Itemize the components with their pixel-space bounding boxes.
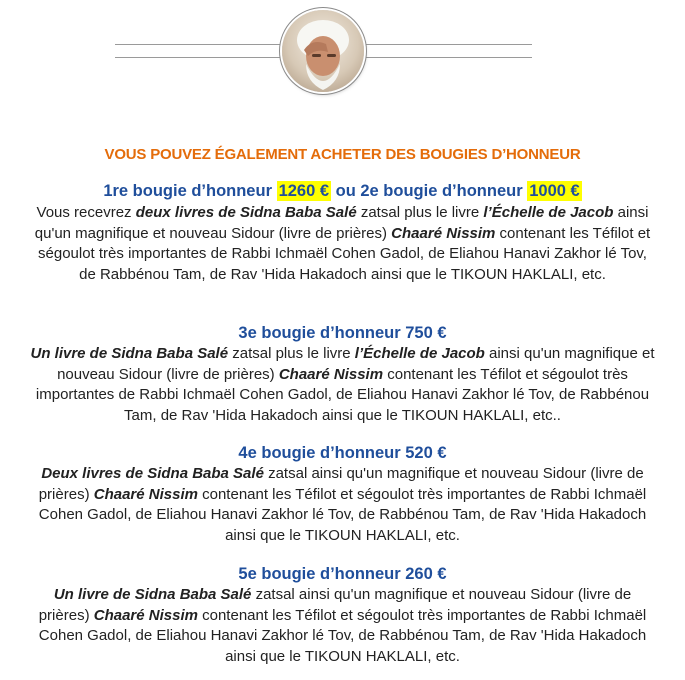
offer-title-text: ou 2e bougie d’honneur [331,182,528,200]
text: zatsal plus le livre [356,204,484,221]
text: zatsal plus le livre [228,345,355,362]
offer-title: 4e bougie d’honneur 520 € [238,444,447,462]
book-title: Chaaré Nissim [278,365,384,383]
book-title: l’Échelle de Jacob [483,204,614,221]
text: Vous recevrez [36,204,136,221]
divider-right-bottom [362,57,532,58]
offer-description [30,585,655,667]
offer-description [30,203,655,285]
book-title: Chaaré Nissim [93,485,198,503]
text: zatsal ainsi qu'un magnifique et nouveau Sidour (livre de prières) [38,465,644,503]
offer-title: 5e bougie d’honneur 260 € [238,565,447,583]
book-title: Chaaré Nissim [93,606,198,624]
text: contenant les Téfilot et ségoulot très importantes de Rabbi Ichmaël Cohen Gadol, de Eliahou Hanavi Zakhor lé Tov, de Rabbénou Tam, de Rav 'Hida Hakadoch ainsi que le TIKOUN HAKLALI, etc. [38,224,651,283]
book-title: Un livre de Sidna Baba Salé [53,586,252,603]
divider-left-top [115,44,285,45]
book-title: Chaaré Nissim [391,224,496,242]
offer-title [30,180,655,202]
offer-title: 3e bougie d’honneur 750 € [238,324,447,342]
book-title: l’Échelle de Jacob [354,345,485,362]
text: contenant les Téfilot et ségoulot très importantes de Rabbi Ichmaël Cohen Gadol, de Eliahou Hanavi Zakhor lé Tov, de Rabbénou Tam, de Rav 'Hida Hakadoch ainsi que le TIKOUN HAKLALI, etc. [38,606,647,665]
text: zatsal ainsi qu'un magnifique et nouveau Sidour (livre de prières) [38,586,632,624]
offer-description [30,344,655,426]
text: contenant les Téfilot et ségoulot très importantes de Rabbi Ichmaël Cohen Gadol, de Eliahou Hanavi Zakhor lé Tov, de Rabbénou Tam, de Rav 'Hida Hakadoch ainsi que le TIKOUN HAKLALI, etc.. [35,365,650,424]
text: ainsi qu'un magnifique et nouveau Sidour (livre de prières) [34,204,649,242]
book-title: Deux livres de Sidna Baba Salé [41,465,264,482]
candle-offer-1 [30,180,655,285]
offer-description [30,464,655,546]
divider-left-bottom [115,57,285,58]
offer-title-text: 1re bougie d’honneur [103,182,277,200]
portrait-icon [282,10,364,92]
candle-offer-5 [30,563,655,667]
candle-offer-3 [30,322,655,426]
price-highlight: 1260 € [278,182,330,200]
book-title: deux livres de Sidna Baba Salé [135,204,357,221]
portrait-photo [282,10,364,92]
price-highlight: 1000 € [529,182,580,200]
book-title: Un livre de Sidna Baba Salé [30,345,229,362]
divider-right-top [362,44,532,45]
candle-offer-4 [30,442,655,546]
text: ainsi qu'un magnifique et nouveau Sidour (livre de prières) [57,345,655,383]
header-banner [0,0,685,112]
section-heading: VOUS POUVEZ ÉGALEMENT ACHETER DES BOUGIES D’HONNEUR [104,146,581,163]
text: contenant les Téfilot et ségoulot très importantes de Rabbi Ichmaël Cohen Gadol, de Eliahou Hanavi Zakhor lé Tov, de Rabbénou Tam, de Rav 'Hida Hakadoch ainsi que le TIKOUN HAKLALI, etc. [38,485,647,544]
